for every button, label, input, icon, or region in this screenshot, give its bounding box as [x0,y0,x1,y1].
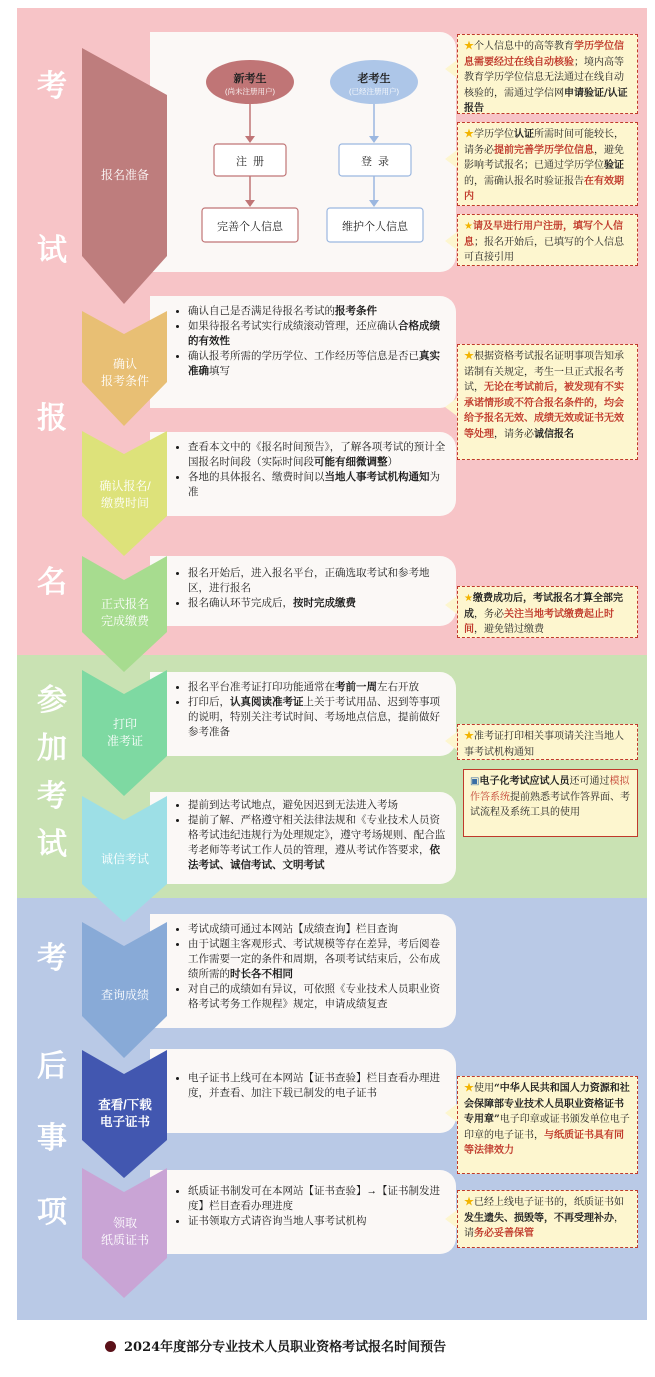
note-pointer [445,732,457,750]
register-label: 注 册 [235,156,265,168]
schedule-link-text[interactable]: 2024年度部分专业技术人员职业资格考试报名时间预告 [124,1340,447,1355]
content-item: • 电子证书上线可在本网站【证书查验】栏目查看办理进度，并查看、加注下载已制发的电子证书 [188,1071,448,1101]
section-char: 报 [37,401,67,436]
old-candidate-subtitle: (已经注册用户) [349,87,399,96]
note-personal-info: ★个人信息中的高等教育学历学位信息需要经过在线自动核验；境内高等教育学历学位信息无法通过在线自动核验的，需通过学信网申请验证/认证报告 [457,34,638,114]
step-label-line: 查看/下载 [98,1098,152,1112]
content-item: • 确认自己是否满足待报名考试的报考条件 [188,304,448,319]
note-pointer [445,398,457,416]
content-item: • 报名确认环节完成后，按时完成缴费 [188,596,448,611]
computer-icon: ▣ [470,776,480,787]
step-label-line: 确认 [112,357,137,371]
note-payment: ★缴费成功后，考试报名才算全部完成，务必关注当地考试缴费起止时间，避免错过缴费 [457,586,638,638]
note-pointer [445,596,457,614]
step-label-line: 完成缴费 [100,614,149,628]
new-candidate-subtitle: (尚未注册用户) [225,87,275,96]
content-item: • 确认报考所需的学历学位、工作经历等信息是否已真实准确填写 [188,349,448,379]
step-label-conditions [82,356,168,390]
section-char: 事 [37,1121,67,1156]
note-pointer [445,1210,457,1228]
step-label-e-cert [82,1097,168,1131]
step-label-line: 准考证 [106,734,143,748]
star-icon: ★ [464,41,474,52]
section-char: 考 [37,779,67,814]
note-pointer [445,1104,457,1122]
content-item: • 提前了解、严格遵守相关法律法规和《专业技术人员资格考试违纪违规行为处理规定》，遵守考场规则、配合监考老师等考试工作人员的管理，遵从考试作答要求，依法考试、诚信考试、文明考试 [188,813,448,873]
content-item: • 打印后，认真阅读准考证上关于考试用品、迟到等事项的说明，特别关注考试时间、考场地点信息，提前做好参考准备 [188,695,448,740]
note-degree-verification: ★学历学位认证所需时间可能较长，请务必提前完善学历学位信息，避免影响考试报名；已通过学历学位验证的，需确认报名时验证报告在有效期内 [457,122,638,206]
section-char: 考 [37,941,67,976]
step-label-line: 确认报名/ [99,479,151,493]
step-label-prep: 报名准备 [100,168,149,182]
section-char: 参 [37,683,67,718]
login-label: 登 录 [360,156,390,168]
star-icon: ★ [464,351,474,362]
section-char: 名 [37,565,67,600]
star-icon: ★ [464,221,473,232]
old-candidate-title: 老考生 [357,73,391,85]
note-honest-registration: ★根据资格考试报名证明事项告知承诺制有关规定，考生一旦正式报名考试，无论在考试前后，被发现有不实承诺情形或不符合报名条件的，均会给予报名无效、成绩无效或证书无效等处理，请务必诚信报名 [457,344,638,460]
complete-info-label: 完善个人信息 [217,221,283,233]
section-char: 试 [37,827,67,862]
step-label-line: 缴费时间 [100,496,149,510]
section-char: 考 [37,69,67,104]
step-label-line: 打印 [112,717,137,731]
section-char: 后 [37,1049,67,1084]
star-icon: ★ [464,129,474,140]
step-label-line: 电子证书 [99,1115,150,1129]
step-label-line: 正式报名 [100,597,149,611]
star-icon: ★ [464,1197,474,1208]
note-pointer [445,60,457,78]
content-item: • 如果待报名考试实行成绩滚动管理，还应确认合格成绩的有效性 [188,319,448,349]
content-item: • 对自己的成绩如有异议，可依照《专业技术人员职业资格考试考务工作规程》规定，申请成绩复查 [188,982,448,1012]
step-label-line: 纸质证书 [100,1233,149,1247]
content-item: • 各地的具体报名、缴费时间以当地人事考试机构通知为准 [188,470,448,500]
note-admission-print: ★准考证打印相关事项请关注当地人事考试机构通知 [457,724,638,760]
content-item: • 纸质证书制发可在本网站【证书查验】→【证书制发进度】栏目查看办理进度 [188,1184,448,1214]
note-pointer [445,232,457,250]
note-e-certificate-validity: ★使用“中华人民共和国人力资源和社会保障部专业技术人员职业资格证书专用章”电子印章或证书颁发单位电子印章的电子证书，与纸质证书具有同等法律效力 [457,1076,638,1174]
section-char: 试 [37,233,67,268]
step-label-formal [82,596,168,630]
content-item: • 提前到达考试地点，避免因迟到无法进入考场 [188,798,448,813]
star-icon: ★ [464,1083,474,1094]
content-item: • 由于试题主客观形式、考试规模等存在差异，考后阅卷工作需要一定的条件和周期，各项考试结束后，公布成绩所需的时长各不相同 [188,937,448,982]
schedule-link[interactable] [105,1336,446,1355]
content-item: • 报名开始后，进入报名平台，正确选取考试和参考地区，进行报名 [188,566,448,596]
content-item: • 考试成绩可通过本网站【成绩查询】栏目查询 [188,922,448,937]
step-label-print [82,716,168,750]
star-icon: ★ [464,593,473,604]
step-label-query: 查询成绩 [100,988,149,1002]
note-paper-certificate: ★已经上线电子证书的，纸质证书如发生遗失、损毁等，不再受理补办，请务必妥善保管 [457,1190,638,1248]
step-label-time [82,478,168,512]
bullet-icon [105,1341,116,1352]
maintain-info-label: 维护个人信息 [342,221,408,233]
section-char: 项 [37,1195,67,1230]
content-item: • 证书领取方式请咨询当地人事考试机构 [188,1214,448,1229]
content-item: • 报名平台准考证打印功能通常在考前一周左右开放 [188,680,448,695]
section-char: 加 [37,731,67,766]
note-computer-exam: ▣电子化考试应试人员还可通过模拟作答系统提前熟悉考试作答界面、考试流程及系统工具的使用 [463,769,638,837]
star-icon: ★ [464,731,474,742]
step-label-paper-cert [82,1215,168,1249]
new-candidate-title: 新考生 [233,73,267,85]
content-item: • 查看本文中的《报名时间预告》，了解各项考试的预计全国报名时间段（实际时间段可能有细微调整） [188,440,448,470]
step-label-line: 领取 [112,1216,137,1230]
note-pointer [445,150,457,168]
step-label-honest: 诚信考试 [100,852,149,866]
note-early-register: ★请及早进行用户注册，填写个人信息；报名开始后，已填写的个人信息可直接引用 [457,214,638,266]
step-label-line: 报考条件 [100,374,149,388]
